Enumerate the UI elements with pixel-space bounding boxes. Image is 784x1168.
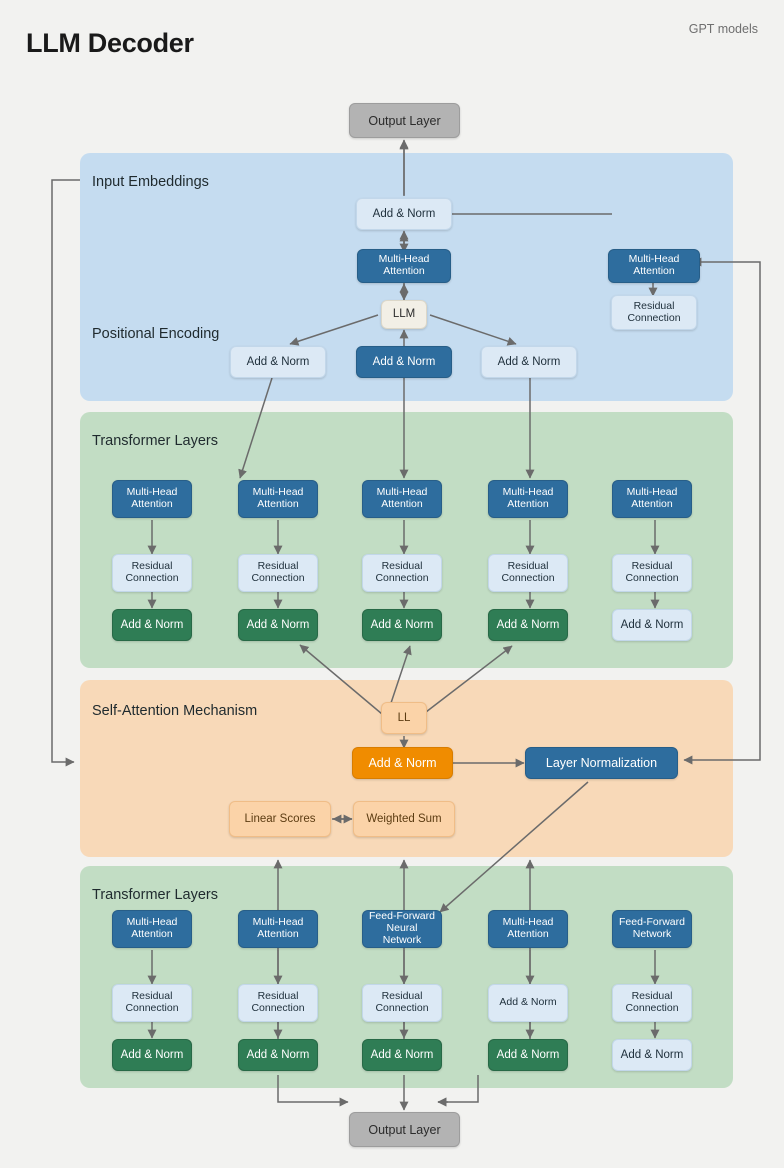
transformer-bottom-col4-bottom[interactable]: Add & Norm [488,1039,568,1071]
transformer-top-col3-top[interactable]: Multi-Head Attention [362,480,442,518]
node-weighted-sum[interactable]: Weighted Sum [353,801,455,837]
transformer-top-col1-bottom[interactable]: Add & Norm [112,609,192,641]
node-embed-mha-right[interactable]: Multi-Head Attention [608,249,700,283]
transformer-bottom-col3-mid[interactable]: Residual Connection [362,984,442,1022]
transformer-top-col2-top[interactable]: Multi-Head Attention [238,480,318,518]
transformer-top-col2-bottom[interactable]: Add & Norm [238,609,318,641]
transformer-top-col4-mid[interactable]: Residual Connection [488,554,568,592]
node-llm-box[interactable]: LLM [381,300,427,329]
transformer-top-col1-mid[interactable]: Residual Connection [112,554,192,592]
corner-note: GPT models [688,22,758,36]
band-label-transformer-layers-top: Transformer Layers [92,433,218,449]
transformer-top-col2-mid[interactable]: Residual Connection [238,554,318,592]
band-label-positional-encoding: Positional Encoding [92,326,220,342]
node-pos-add-norm-left[interactable]: Add & Norm [230,346,326,378]
transformer-bottom-col2-bottom[interactable]: Add & Norm [238,1039,318,1071]
band-label-input-embeddings: Input Embeddings [92,174,209,190]
node-pos-add-norm-right[interactable]: Add & Norm [481,346,577,378]
transformer-top-col5-bottom[interactable]: Add & Norm [612,609,692,641]
transformer-bottom-col1-bottom[interactable]: Add & Norm [112,1039,192,1071]
transformer-bottom-col5-top[interactable]: Feed-Forward Network [612,910,692,948]
transformer-top-col5-mid[interactable]: Residual Connection [612,554,692,592]
transformer-bottom-col2-top[interactable]: Multi-Head Attention [238,910,318,948]
node-embed-mha-center[interactable]: Multi-Head Attention [357,249,451,283]
node-top-output-layer[interactable]: Output Layer [349,103,460,138]
transformer-bottom-col1-mid[interactable]: Residual Connection [112,984,192,1022]
transformer-bottom-col5-mid[interactable]: Residual Connection [612,984,692,1022]
transformer-top-col5-top[interactable]: Multi-Head Attention [612,480,692,518]
node-self-add-norm[interactable]: Add & Norm [352,747,453,779]
node-layer-normalization[interactable]: Layer Normalization [525,747,678,779]
node-pos-add-norm-center[interactable]: Add & Norm [356,346,452,378]
transformer-bottom-col2-mid[interactable]: Residual Connection [238,984,318,1022]
transformer-bottom-col3-top[interactable]: Feed-Forward Neural Network [362,910,442,948]
page-title: LLM Decoder [26,28,194,58]
transformer-bottom-col5-bottom[interactable]: Add & Norm [612,1039,692,1071]
transformer-top-col4-bottom[interactable]: Add & Norm [488,609,568,641]
node-bottom-output-layer[interactable]: Output Layer [349,1112,460,1147]
band-label-transformer-layers-bottom: Transformer Layers [92,887,218,903]
transformer-top-col1-top[interactable]: Multi-Head Attention [112,480,192,518]
transformer-bottom-col4-mid[interactable]: Add & Norm [488,984,568,1022]
transformer-top-col4-top[interactable]: Multi-Head Attention [488,480,568,518]
transformer-bottom-col4-top[interactable]: Multi-Head Attention [488,910,568,948]
transformer-bottom-col1-top[interactable]: Multi-Head Attention [112,910,192,948]
transformer-bottom-col3-bottom[interactable]: Add & Norm [362,1039,442,1071]
node-embed-add-norm[interactable]: Add & Norm [356,198,452,230]
node-embed-residual-right[interactable]: Residual Connection [611,295,697,330]
transformer-top-col3-bottom[interactable]: Add & Norm [362,609,442,641]
transformer-top-col3-mid[interactable]: Residual Connection [362,554,442,592]
node-ll-box[interactable]: LL [381,702,427,734]
band-label-self-attention: Self-Attention Mechanism [92,703,258,719]
node-linear-scores[interactable]: Linear Scores [229,801,331,837]
